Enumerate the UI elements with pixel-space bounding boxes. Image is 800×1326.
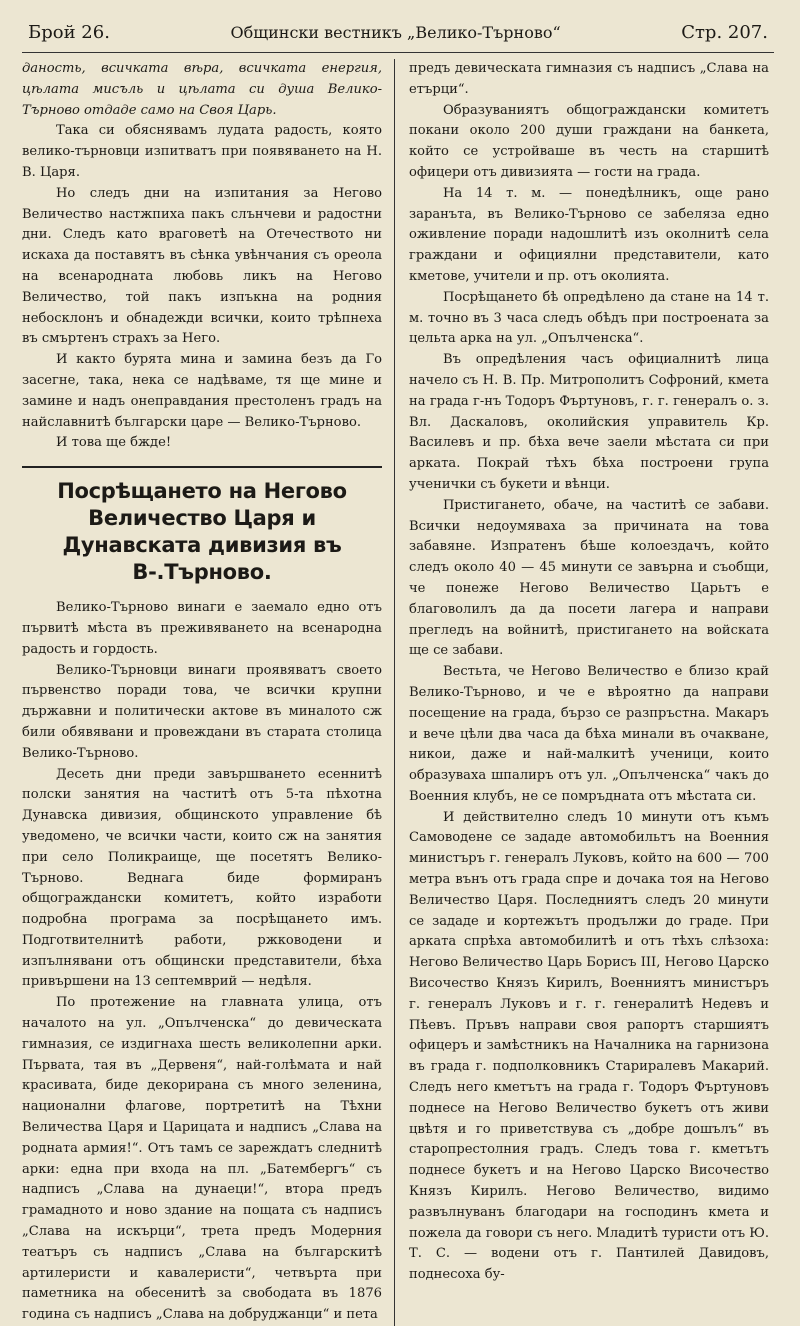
intro-italic-text: даность, всичката вѣра, всичката енергия, цѣлата мисъль и цѣлата си душа Велико-Търново отдаде само на Своя Царь. <box>22 61 382 118</box>
section-divider <box>22 466 382 468</box>
paragraph: Десеть дни преди завършването есеннитѣ полски занятия на частитѣ отъ 5-та пѣхотна Дунавска дивизия, общинското управление бѣ уведомено, че всички части, които сж на занятия при село Поликраище, ще посетятъ Велико-Търново. Веднага биде формиранъ общограждански комитетъ, който изработи подробна програма за посрѣщането имъ. Подготвителнитѣ работи, ржководени и изпълнявани отъ общински представители, бѣха привършени на 13 септемврий — недѣля. <box>22 766 382 990</box>
paragraph: Образуваниятъ общограждански комитетъ покани около 200 души граждани на банкета, който се устройваше въ честь на старшитѣ офицери отъ дивизията — гости на града. <box>409 102 769 180</box>
paragraph: По протежение на главната улица, отъ началото на ул. „Опълченска“ до девическата гимназия, се издигнаха шесть великолепни арки. Първата, тая въ „Дервеня“, най-голѣмата и най красивата, биде декорирана съ много зеленина, национални флагове, портретитѣ на Тѣхни Величества Царя и Царицата и надписъ „Слава на родната армия!“. Отъ тамъ се зареждатъ следнитѣ арки: една при входа на пл. „Батембергъ“ съ надписъ „Слава на дунаеци!“, втора предъ грамадното и ново здание на пощата съ надписъ „Слава на искърци“, трета предъ Модерния театъръ съ надписъ „Слава на българскитѣ артилеристи и кавалеристи“, четвърта при паметника на обесенитѣ за свободата въ 1876 година съ надписъ „Слава на добруджанци“ и пета <box>22 995 382 1323</box>
paragraph: Въ опредѣления часъ официалнитѣ лица начело съ Н. В. Пр. Митрополитъ Софроний, кмета на града г-нъ Тодоръ Фъртуновъ, г. г. генералъ о. з. Вл. Даскаловъ, околийския управитель Кр. Василевъ и пр. бѣха вече заели мѣстата си при арката. Покрай тѣхъ бѣха построени група ученички съ букети и вѣнци. <box>409 352 769 492</box>
paragraph: Посрѣщането бѣ опредѣлено да стане на 14 т. м. точно въ 3 часа следъ обѣдъ при построената за цельта арка на ул. „Опълченска“. <box>409 289 769 347</box>
article-columns <box>22 59 774 1326</box>
paragraph: Велико-Търновци винаги проявяватъ своето първенство поради това, че всички крупни държавни и политически актове въ миналото сж били обявявани и провеждани въ старата столица Велико-Търново. <box>22 662 382 761</box>
paragraph: И както бурята мина и замина безъ да Го засегне, така, нека се надѣваме, тя ще мине и замине и надъ онеправдания престоленъ градъ на найславнитѣ български царе — Велико-Търново. <box>22 352 382 430</box>
issue-number: Брой 26. <box>28 22 110 43</box>
page-header <box>22 22 774 53</box>
right-column <box>395 59 769 1326</box>
paragraph: Велико-Търново винаги е заемало едно отъ първитѣ мѣста въ преживяването на всенародна радость и гордость. <box>22 600 382 657</box>
left-column <box>22 59 395 1326</box>
newspaper-title: Общински вестникъ „Велико-Търново“ <box>230 23 561 42</box>
paragraph: И това ще бжде! <box>56 435 172 451</box>
paragraph: Но следъ дни на изпитания за Негово Величество настжпиха пакъ слънчеви и радостни дни. Следъ като враговетѣ на Отечеството ни искаха да поставятъ въ сѣнка увѣнчания съ ореола на всенародната любовь ликъ на Негово Величество, той пакъ изпъкна на родния небосклонъ и обнадежди всички, които трѣпнеха въ смъртенъ страхъ за Него. <box>22 185 382 347</box>
paragraph: И действително следъ 10 минути отъ къмъ Самоводене се зададе автомобильтъ на Военния министъръ г. генералъ Луковъ, който на 600 — 700 метра вънъ отъ града спре и дочака тоя на Негово Величество Царя. Последниятъ следъ 20 минути се зададе и кортежътъ продължи до граде. При арката спрѣха автомобилитѣ и отъ тѣхъ слѣзоха: Негово Величество Царь Борисъ III, Негово Царско Височество Князъ Кирилъ, Военниятъ министъръ г. генералъ Луковъ и г. г. генералитѣ Недевъ и Пѣевъ. Пръвъ направи своя рапортъ старшиятъ офицеръ и замѣстникъ на Началника на гарнизона въ града г. подполковникъ Стариралевъ Макарий. Следъ него кметътъ на града г. Тодоръ Фъртуновъ поднесе на Негово Величество букетъ отъ живи цвѣтя и го приветствува съ „добре дошълъ“ въ старопрестолния градъ. Следъ това г. кметътъ поднесе букетъ и на Негово Царско Височество Князъ Кирилъ. Негово Величество, видимо развълнуванъ благодари на господинъ кмета и пожела да говори съ него. Младитѣ туристи отъ Ю. Т. С. — водени отъ г. Пантилей Давидовъ, поднесоха бу- <box>409 809 769 1283</box>
paragraph: На 14 т. м. — понедѣлникъ, още рано заранъта, въ Велико-Търново се забеляза едно оживление поради надошлитѣ изъ околнитѣ села граждани и официялни представители, като кметове, учители и пр. отъ околията. <box>409 185 769 284</box>
paragraph: Така си обяснявамъ лудата радость, която велико-търновци изпитватъ при появяването на Н. В. Царя. <box>22 123 382 180</box>
paragraph: Пристигането, обаче, на частитѣ се забави. Всички недоумяваха за причината на това забавяне. Изпратенъ бѣше колоездачъ, който следъ около 40 — 45 минути се завърна и съобщи, че понеже Негово Величество Царьтъ е благоволилъ да да посети лагера и направи прегледъ на войнитѣ, пристигането на войската ще се забави. <box>409 497 769 659</box>
paragraph: предъ девическата гимназия съ надписъ „Слава на етърци“. <box>409 61 769 97</box>
article-headline: Посрѣщането на Негово Величество Царя и Дунавската дивизия въ В-.Търново. <box>57 479 347 585</box>
page-number: Стр. 207. <box>681 22 768 43</box>
paragraph: Вестьта, че Негово Величество е близо край Велико-Търново, и че е вѣроятно да направи посещение на града, бързо се разпръстна. Макаръ и вече цѣли два часа да бѣха минали въ очакване, никои, даже и най-малкитѣ ученици, които образуваха шпалиръ отъ ул. „Опълченска“ чакъ до Военния клубъ, не се помръдната отъ мѣстата си. <box>409 664 769 804</box>
